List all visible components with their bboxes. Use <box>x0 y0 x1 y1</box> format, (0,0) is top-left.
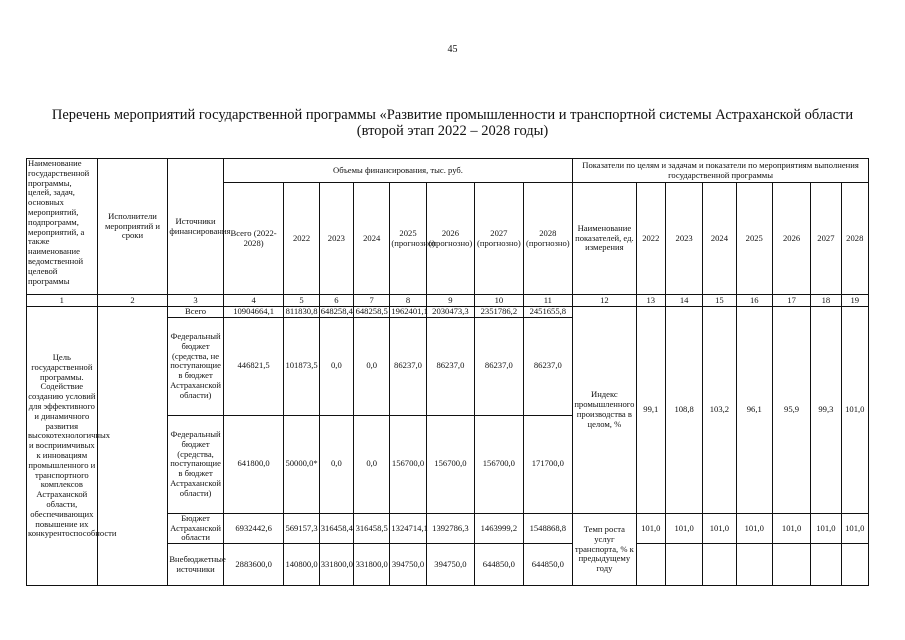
column-number: 19 <box>841 295 868 307</box>
source-total-label: Всего <box>168 307 224 318</box>
financing-cell: 569157,3 <box>284 513 319 543</box>
column-number: 15 <box>703 295 736 307</box>
empty-cell <box>811 544 841 586</box>
column-number: 12 <box>573 295 637 307</box>
financing-cell: 156700,0 <box>390 415 426 513</box>
empty-cell <box>772 544 810 586</box>
financing-cell: 641800,0 <box>223 415 284 513</box>
financing-cell: 86237,0 <box>426 317 474 415</box>
total-cell: 2351786,2 <box>475 307 523 318</box>
indicator-value: 101,0 <box>665 513 702 543</box>
column-number: 7 <box>354 295 390 307</box>
column-number: 6 <box>319 295 353 307</box>
empty-cell <box>665 544 702 586</box>
column-number-row <box>27 295 869 307</box>
column-number: 11 <box>523 295 572 307</box>
header-ind-2028: 2028 <box>841 183 868 295</box>
header-financing-group: Объемы финансирования, тыс. руб. <box>223 159 572 183</box>
financing-cell: 6932442,6 <box>223 513 284 543</box>
empty-cell <box>636 544 665 586</box>
header-ind-2026: 2026 <box>772 183 810 295</box>
indicator-value: 99,1 <box>636 307 665 514</box>
title-line-2: (второй этап 2022 – 2028 годы) <box>356 123 549 139</box>
header-fin-2027: 2027 (прогнозно) <box>475 183 523 295</box>
column-number: 17 <box>772 295 810 307</box>
column-number: 13 <box>636 295 665 307</box>
financing-cell: 316458,4 <box>319 513 353 543</box>
financing-cell: 1463999,2 <box>475 513 523 543</box>
document-title <box>20 107 885 139</box>
column-number: 5 <box>284 295 319 307</box>
header-fin-2023: 2023 <box>319 183 353 295</box>
indicator-value: 108,8 <box>665 307 702 514</box>
header-indicators-group: Показатели по целям и задачам и показатели по мероприятиям выполнения государственной программы <box>573 159 869 183</box>
financing-cell: 1548868,8 <box>523 513 572 543</box>
indicator-value: 101,0 <box>841 513 868 543</box>
financing-cell: 86237,0 <box>390 317 426 415</box>
source-name: Внебюджетные источники <box>168 544 224 586</box>
header-fin-2022: 2022 <box>284 183 319 295</box>
financing-cell: 1324714,1 <box>390 513 426 543</box>
indicator-value: 96,1 <box>736 307 772 514</box>
column-number: 14 <box>665 295 702 307</box>
header-ind-name: Наименование показателей, ед. измерения <box>573 183 637 295</box>
header-ind-2022: 2022 <box>636 183 665 295</box>
financing-cell: 156700,0 <box>426 415 474 513</box>
financing-cell: 644850,0 <box>475 544 523 586</box>
column-number: 8 <box>390 295 426 307</box>
financing-cell: 0,0 <box>354 415 390 513</box>
title-line-1: Перечень мероприятий государственной программы «Развитие промышленности и транспортной системы Астраханской области <box>51 107 854 123</box>
source-name: Федеральный бюджет (средства, не поступающие в бюджет Астраханской области) <box>168 317 224 415</box>
financing-cell: 644850,0 <box>523 544 572 586</box>
column-number: 1 <box>27 295 98 307</box>
indicator-value: 101,0 <box>736 513 772 543</box>
total-cell: 648258,5 <box>354 307 390 318</box>
column-number: 3 <box>168 295 224 307</box>
header-row-group <box>27 159 869 183</box>
page-number: 45 <box>447 44 458 55</box>
empty-cell <box>841 544 868 586</box>
total-cell: 648258,4 <box>320 306 353 316</box>
financing-cell: 101873,5 <box>284 317 319 415</box>
header-fin-2024: 2024 <box>354 183 390 295</box>
total-cell: 10904664,1 <box>223 307 284 318</box>
financing-cell: 86237,0 <box>475 317 523 415</box>
header-ind-2027: 2027 <box>811 183 841 295</box>
program-goal: Цель государственной программы. Содействие созданию условий для эффективного и динамичного развития высокотехнологичных и восприимчивых к инновациям промышленного и транспортного комплексов Астраханской области, обеспечивающих повышение их конкурентоспособности <box>27 307 98 586</box>
indicator-value: 101,0 <box>703 513 736 543</box>
column-number: 2 <box>97 295 168 307</box>
total-cell: 1962401,1 <box>391 306 428 316</box>
program-activities-table <box>26 158 869 586</box>
header-ind-2023: 2023 <box>665 183 702 295</box>
empty-cell <box>703 544 736 586</box>
header-fin-total: Всего (2022-2028) <box>223 183 284 295</box>
financing-cell: 140800,0 <box>284 544 319 586</box>
header-fin-2026: 2026 (прогнозно) <box>426 183 474 295</box>
indicator-name: Индекс промышленного производства в целом, % <box>573 307 637 514</box>
financing-cell: 0,0 <box>354 317 390 415</box>
financing-cell: 331800,0 <box>354 544 390 586</box>
header-ind-2024: 2024 <box>703 183 736 295</box>
financing-cell: 1392786,3 <box>426 513 474 543</box>
header-executors: Исполнители мероприятий и сроки <box>97 159 168 295</box>
total-cell: 2030473,3 <box>426 307 474 318</box>
indicator-value: 95,9 <box>772 307 810 514</box>
executors-cell <box>97 307 168 586</box>
column-number: 18 <box>811 295 841 307</box>
header-fin-2025: 2025 (прогнозно) <box>390 183 426 295</box>
financing-cell: 86237,0 <box>523 317 572 415</box>
header-name: Наименование государственной программы, целей, задач, основных мероприятий, подпрограмм, мероприятий, а также наименование ведомственной целевой программы <box>27 159 98 295</box>
financing-cell: 394750,0 <box>426 544 474 586</box>
column-number: 4 <box>223 295 284 307</box>
total-cell: 811830,8 <box>285 306 318 316</box>
header-ind-2025: 2025 <box>736 183 772 295</box>
financing-cell: 171700,0 <box>523 415 572 513</box>
indicator-value: 101,0 <box>841 307 868 514</box>
financing-cell: 50000,0* <box>284 415 319 513</box>
source-name: Федеральный бюджет (средства, поступающие в бюджет Астраханской области) <box>168 415 224 513</box>
indicator-value: 99,3 <box>811 307 841 514</box>
indicator-value: 101,0 <box>636 513 665 543</box>
financing-cell: 2883600,0 <box>223 544 284 586</box>
financing-cell: 0,0 <box>319 317 353 415</box>
indicator-name: Темп роста услуг транспорта, % к предыдущему году <box>573 513 637 585</box>
financing-cell: 156700,0 <box>475 415 523 513</box>
total-row <box>27 307 869 318</box>
header-sources: Источники финансирования <box>168 159 224 295</box>
column-number: 16 <box>736 295 772 307</box>
financing-cell: 0,0 <box>319 415 353 513</box>
total-cell: 2451655,8 <box>523 307 572 318</box>
financing-cell: 394750,0 <box>390 544 426 586</box>
financing-cell: 331800,0 <box>319 544 353 586</box>
financing-cell: 446821,5 <box>223 317 284 415</box>
source-name: Бюджет Астраханской области <box>168 513 224 543</box>
empty-cell <box>736 544 772 586</box>
indicator-value: 101,0 <box>772 513 810 543</box>
financing-cell: 316458,5 <box>354 513 390 543</box>
column-number: 10 <box>475 295 523 307</box>
indicator-value: 101,0 <box>811 513 841 543</box>
indicator-value: 103,2 <box>703 307 736 514</box>
column-number: 9 <box>426 295 474 307</box>
header-fin-2028: 2028 (прогнозно) <box>523 183 572 295</box>
